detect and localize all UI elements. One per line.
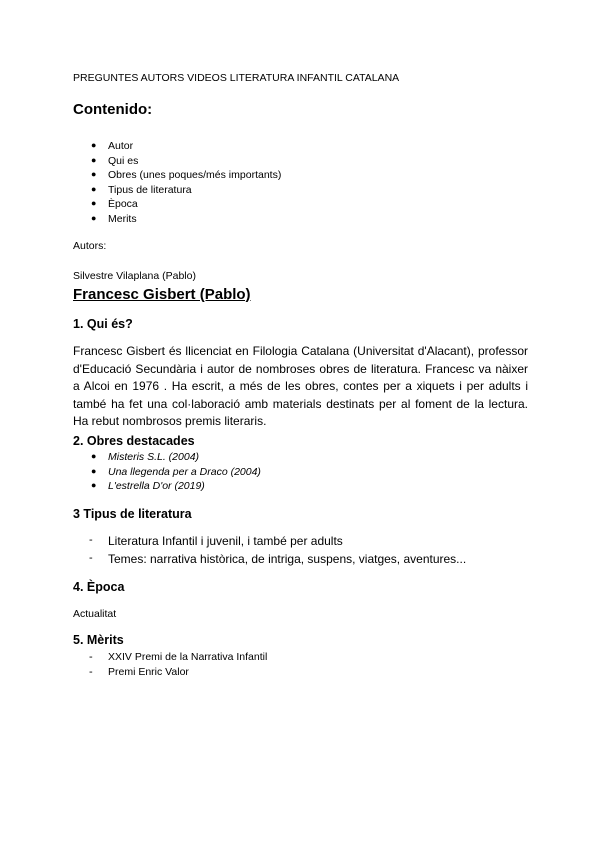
bullet-icon: ● <box>91 169 97 179</box>
author-note: Silvestre Vilaplana (Pablo) <box>73 270 196 282</box>
list-item: ● Merits <box>91 212 137 225</box>
bullet-icon: ● <box>91 480 97 490</box>
bullet-icon: ● <box>91 154 97 165</box>
era-text: Actualitat <box>73 608 117 620</box>
section-heading-epoca: 4. Època <box>73 580 125 594</box>
list-item: ● Qui es <box>91 154 139 167</box>
list-item: ● Època <box>91 198 138 210</box>
bullet-icon: ● <box>91 451 97 461</box>
list-item: - Premi Enric Valor <box>89 665 189 678</box>
list-item: ● Autor <box>91 140 134 152</box>
list-item: ● L'estrella D'or (2019) <box>91 480 205 492</box>
document-title: PREGUNTES AUTORS VIDEOS LITERATURA INFANTIL CATALANA <box>73 72 400 84</box>
list-item: ● Misteris S.L. (2004) <box>91 451 200 463</box>
section-heading-qui-es: 1. Qui és? <box>73 317 133 331</box>
dash-icon: - <box>89 552 93 564</box>
list-item: - XXIV Premi de la Narrativa Infantil <box>89 651 268 663</box>
bullet-icon: ● <box>91 183 97 194</box>
list-item: ● Tipus de literatura <box>91 183 192 196</box>
dash-icon: - <box>89 665 93 678</box>
section-heading-tipus: 3 Tipus de literatura <box>73 507 192 521</box>
bullet-icon: ● <box>91 212 97 223</box>
merits-list <box>89 651 268 680</box>
bullet-icon: ● <box>91 198 97 208</box>
authors-label: Autors: <box>73 240 107 252</box>
dash-icon: - <box>89 534 93 546</box>
works-list <box>91 451 261 495</box>
bullet-icon: ● <box>91 465 97 476</box>
biography-paragraph: Francesc Gisbert és llicenciat en Filologia Catalana (Universitat d'Alacant), professor d'Educació Secundària i autor de nombroses obres de literatura. Francesc va nàixer a Alcoi en 1976 . Ha escrit, a més de les obres, contes per a xiquets i per adults i també ha fet una col·laboració amb materials destinats per al foment de la lectura. Ha rebut nombrosos premis literaris. <box>73 344 528 428</box>
author-heading: Francesc Gisbert (Pablo) <box>73 286 251 303</box>
section-heading-obres: 2. Obres destacades <box>73 434 195 448</box>
list-item: ● Obres (unes poques/més importants) <box>91 169 282 181</box>
bullet-icon: ● <box>91 140 97 150</box>
list-item: ● Una llegenda per a Draco (2004) <box>91 465 261 478</box>
contents-heading: Contenido: <box>73 101 153 118</box>
dash-icon: - <box>89 651 93 663</box>
section-heading-merits: 5. Mèrits <box>73 633 124 647</box>
list-item: - Temes: narrativa històrica, de intriga, suspens, viatges, aventures... <box>89 552 467 566</box>
literature-type-list <box>89 534 467 570</box>
contents-list <box>91 140 282 227</box>
list-item: - Literatura Infantil i juvenil, i també per adults <box>89 534 343 548</box>
